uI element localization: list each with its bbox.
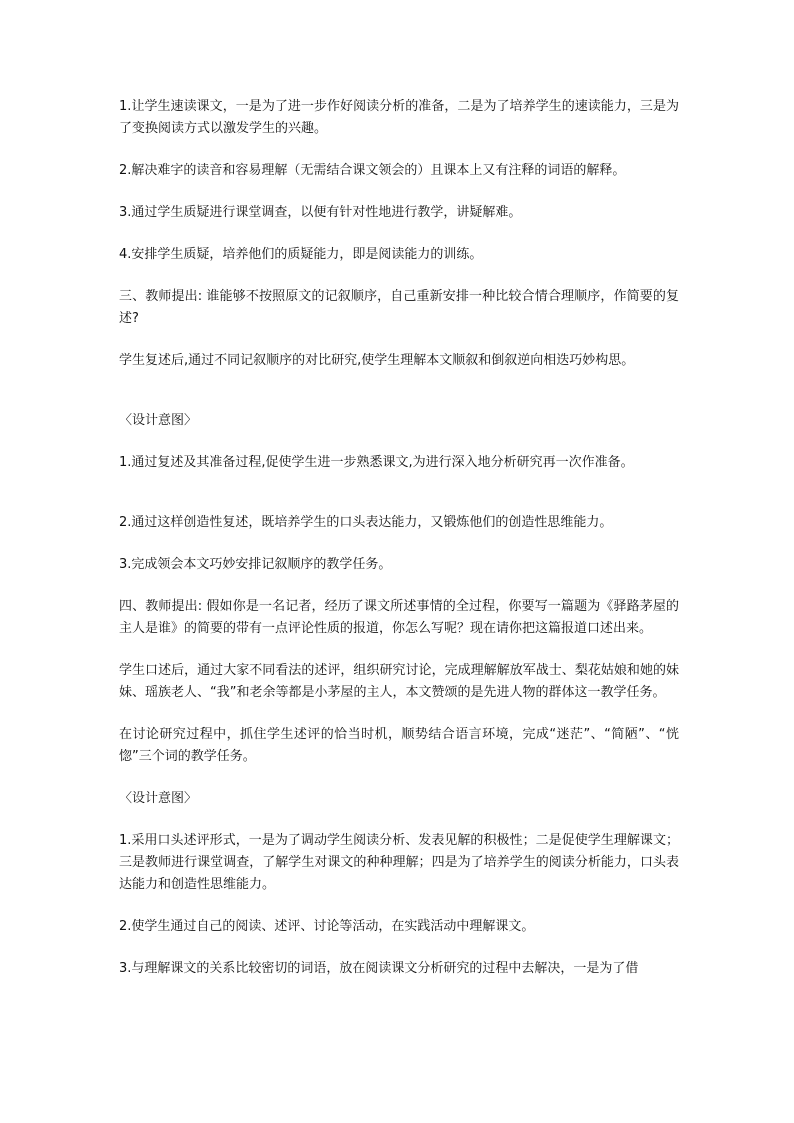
paragraph-8: 1.通过复述及其准备过程,促使学生进一步熟悉课文,为进行深入地分析研究再一次作准备。: [119, 455, 634, 470]
paragraph-3: 3.通过学生质疑进行课堂调查，以便有针对性地进行教学，讲疑解难。: [119, 205, 522, 220]
paragraph-17: 3.与理解课文的关系比较密切的词语，放在阅读课文分析研究的过程中去解决，一是为了借: [119, 961, 639, 976]
paragraph-5: 三、教师提出: 谁能够不按照原文的记叙顺序，自己重新安排一种比较合情合理顺序，作简要的复述?: [119, 289, 679, 326]
document-body: [119, 96, 679, 1000]
paragraph-1: 1.让学生速读课文，一是为了进一步作好阅读分析的准备，二是为了培养学生的速读能力，三是为了变换阅读方式以激发学生的兴趣。: [119, 99, 679, 136]
paragraph-10: 3.完成领会本文巧妙安排记叙顺序的教学任务。: [119, 557, 392, 572]
paragraph-4: 4.安排学生质疑，培养他们的质疑能力，即是阅读能力的训练。: [119, 247, 483, 262]
paragraph-2: 2.解决难字的读音和容易理解（无需结合课文领会的）且课本上又有注释的词语的解释。: [119, 163, 626, 178]
section-heading-design-intent-2: 〈设计意图〉: [119, 791, 198, 806]
paragraph-12: 学生口述后，通过大家不同看法的述评，组织研究讨论，完成理解解放军战士、梨花姑娘和她的妹妹、瑶族老人、“我”和老余等都是小茅屋的主人，本文赞颂的是先进人物的群体这一教学任务。: [119, 663, 679, 700]
paragraph-15: 1.采用口头述评形式，一是为了调动学生阅读分析、发表见解的积极性；二是促使学生理解课文；三是教师进行课堂调查，了解学生对课文的种种理解；四是为了培养学生的阅读分析能力，口头表达能力和创造性思维能力。: [119, 833, 679, 892]
paragraph-11: 四、教师提出: 假如你是一名记者，经历了课文所述事情的全过程，你要写一篇题为《驿路茅屋的主人是谁》的简要的带有一点评论性质的报道，你怎么写呢？现在请你把这篇报道口述出来。: [119, 599, 679, 636]
section-heading-design-intent: 〈设计意图〉: [119, 413, 198, 428]
paragraph-13: 在讨论研究过程中，抓住学生述评的恰当时机，顺势结合语言环境，完成“迷茫”、“简陋”、“恍惚”三个词的教学任务。: [119, 727, 679, 764]
paragraph-9: 2.通过这样创造性复述，既培养学生的口头表达能力，又锻炼他们的创造性思维能力。: [119, 515, 613, 530]
paragraph-6: 学生复述后,通过不同记叙顺序的对比研究,使学生理解本文顺叙和倒叙逆向相迭巧妙构思。: [119, 353, 635, 368]
paragraph-16: 2.使学生通过自己的阅读、述评、讨论等活动，在实践活动中理解课文。: [119, 919, 535, 934]
